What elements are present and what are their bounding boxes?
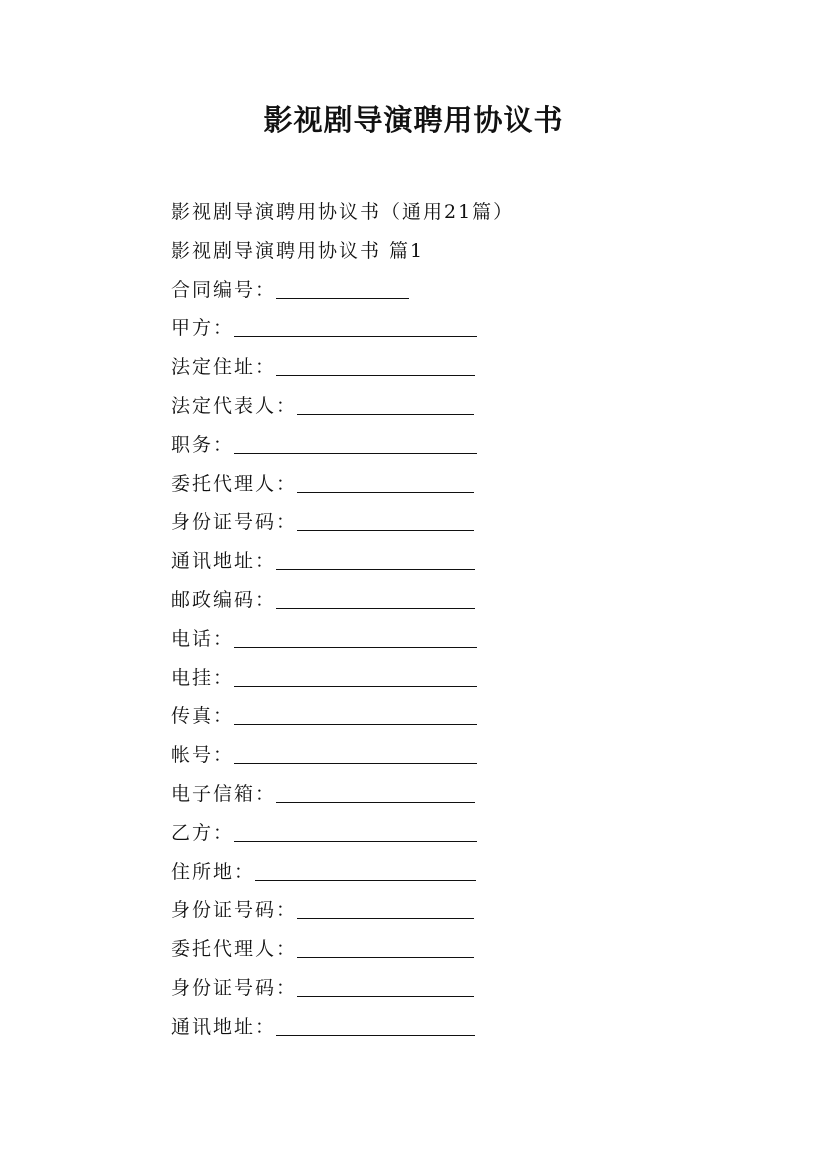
field-agent-b (171, 930, 731, 969)
field-label: 身份证号码： (171, 976, 298, 999)
field-cable (171, 659, 731, 698)
field-blank (297, 474, 474, 493)
field-blank (276, 590, 475, 609)
document-title: 影视剧导演聘用协议书 (263, 103, 564, 137)
field-label: 甲方： (171, 317, 235, 340)
field-label: 身份证号码： (171, 899, 298, 922)
field-label: 住所地： (171, 860, 256, 883)
field-blank (255, 862, 476, 881)
field-party-b (171, 814, 731, 853)
field-label: 电话： (171, 627, 235, 650)
field-label: 职务： (171, 433, 235, 456)
field-blank (297, 900, 474, 919)
field-blank (297, 512, 474, 531)
field-blank (234, 745, 477, 764)
field-label: 身份证号码： (171, 511, 298, 534)
field-email (171, 775, 731, 814)
field-blank (276, 1017, 475, 1036)
field-blank (234, 668, 477, 687)
field-id-number-b (171, 891, 731, 930)
field-phone (171, 620, 731, 659)
field-blank (276, 551, 475, 570)
field-label: 帐号： (171, 744, 235, 767)
field-position (171, 426, 731, 465)
field-label: 电挂： (171, 666, 235, 689)
field-label: 委托代理人： (171, 472, 298, 495)
field-blank (234, 629, 477, 648)
field-label: 邮政编码： (171, 588, 277, 611)
field-fax (171, 697, 731, 736)
field-blank (234, 823, 477, 842)
field-label: 合同编号： (171, 278, 277, 301)
field-blank (234, 435, 477, 454)
field-label: 传真： (171, 705, 235, 728)
field-label: 法定代表人： (171, 394, 298, 417)
field-domicile (171, 853, 731, 892)
field-contract-number (171, 271, 731, 310)
field-party-a (171, 309, 731, 348)
document-body (171, 193, 731, 1047)
field-agent (171, 465, 731, 504)
field-blank (234, 706, 477, 725)
field-label: 乙方： (171, 821, 235, 844)
field-label: 通讯地址： (171, 550, 277, 573)
field-blank (276, 357, 475, 376)
field-blank (297, 939, 474, 958)
field-label: 委托代理人： (171, 938, 298, 961)
document-subtitle: 影视剧导演聘用协议书（通用21篇） (171, 201, 515, 223)
field-mailing-address-b (171, 1008, 731, 1047)
field-legal-address (171, 348, 731, 387)
section-heading: 影视剧导演聘用协议书 篇1 (171, 239, 425, 262)
field-mailing-address (171, 542, 731, 581)
field-id-number (171, 503, 731, 542)
field-blank (276, 784, 475, 803)
field-legal-representative (171, 387, 731, 426)
field-postal-code (171, 581, 731, 620)
field-agent-id-number-b (171, 969, 731, 1008)
field-blank (234, 318, 477, 337)
field-blank (276, 280, 409, 299)
field-label: 法定住址： (171, 356, 277, 379)
field-account (171, 736, 731, 775)
field-blank (297, 396, 474, 415)
field-blank (297, 978, 474, 997)
field-label: 电子信箱： (171, 782, 277, 805)
field-label: 通讯地址： (171, 1015, 277, 1038)
